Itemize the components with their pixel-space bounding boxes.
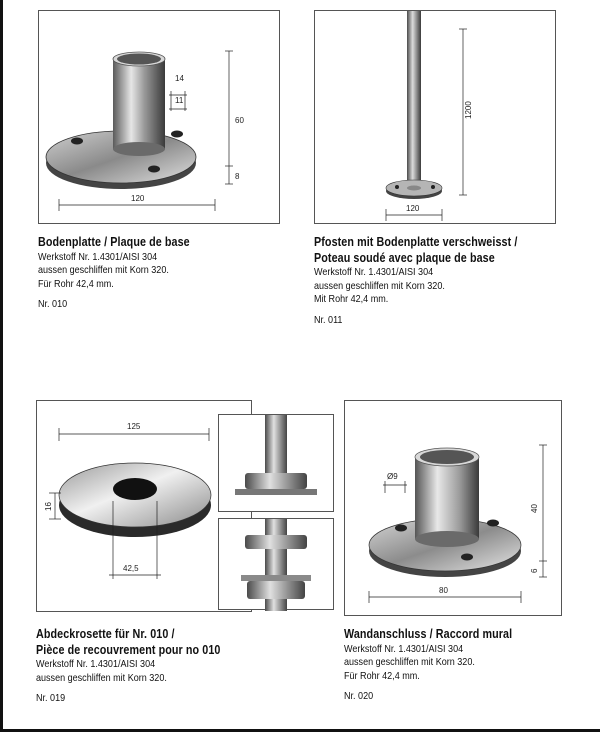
spec-line: Werkstoff Nr. 1.4301/AISI 304 (314, 266, 434, 278)
spec-line: Werkstoff Nr. 1.4301/AISI 304 (344, 642, 464, 655)
figure-pfosten (314, 10, 556, 224)
photo-post-base (218, 414, 334, 512)
product-number: Nr. 010 (38, 298, 68, 310)
bolt-hole (461, 554, 473, 561)
dim-1200: 1200 (464, 101, 473, 119)
post-mount-drawing (219, 519, 335, 611)
figure-wandanschluss (344, 400, 562, 616)
wandanschluss-drawing (345, 401, 563, 617)
dim-120: 120 (406, 204, 420, 213)
post-base-drawing (219, 415, 335, 513)
product-number: Nr. 019 (36, 692, 66, 704)
dim-6: 6 (530, 568, 539, 573)
dim-8: 8 (235, 172, 240, 181)
dim-42-5: 42,5 (123, 564, 139, 573)
bolt-hole (487, 520, 499, 527)
caption-wandanschluss (344, 628, 540, 702)
dim-11: 11 (175, 96, 184, 105)
spec-line: Werkstoff Nr. 1.4301/AISI 304 (38, 250, 158, 263)
figure-bodenplatte (38, 10, 280, 224)
dim-16: 16 (44, 502, 53, 511)
product-number: Nr. 020 (344, 690, 374, 702)
dim-125: 125 (127, 422, 141, 431)
product-title: Abdeckrosette für Nr. 010 / (36, 627, 175, 641)
product-title: Pfosten mit Bodenplatte verschweisst / (314, 235, 518, 249)
spec-line: Werkstoff Nr. 1.4301/AISI 304 (36, 658, 156, 670)
photo-post-mount (218, 518, 334, 610)
spec-line: aussen geschliffen mit Korn 320. (38, 264, 169, 276)
product-number: Nr. 011 (314, 313, 343, 326)
spec-line: Für Rohr 42,4 mm. (344, 669, 420, 682)
dim-60: 60 (235, 116, 244, 125)
dim-14: 14 (175, 74, 184, 83)
caption-bodenplatte (38, 236, 214, 310)
dim-40: 40 (530, 504, 539, 513)
spec-line: Mit Rohr 42,4 mm. (314, 293, 389, 305)
caption-pfosten (314, 236, 551, 325)
product-title: Wandanschluss / Raccord mural (344, 627, 513, 641)
bolt-hole (171, 131, 183, 138)
product-subtitle: Poteau soudé avec plaque de base (314, 250, 495, 265)
dim-diameter-9: Ø9 (387, 472, 398, 481)
bodenplatte-drawing (39, 11, 281, 225)
dim-120: 120 (131, 194, 145, 203)
bolt-hole (71, 138, 83, 145)
pfosten-drawing (315, 11, 557, 225)
spec-line: aussen geschliffen mit Korn 320. (36, 671, 167, 684)
bolt-hole (148, 166, 160, 173)
spec-line: aussen geschliffen mit Korn 320. (314, 279, 445, 292)
dim-80: 80 (439, 586, 448, 595)
product-subtitle: Pièce de recouvrement pour no 010 (36, 642, 221, 657)
bolt-hole (395, 525, 407, 532)
caption-abdeckrosette (36, 628, 251, 704)
page-edge-left (0, 0, 3, 732)
product-title: Bodenplatte / Plaque de base (38, 235, 190, 249)
spec-line: aussen geschliffen mit Korn 320. (344, 656, 475, 668)
spec-line: Für Rohr 42,4 mm. (38, 277, 114, 290)
